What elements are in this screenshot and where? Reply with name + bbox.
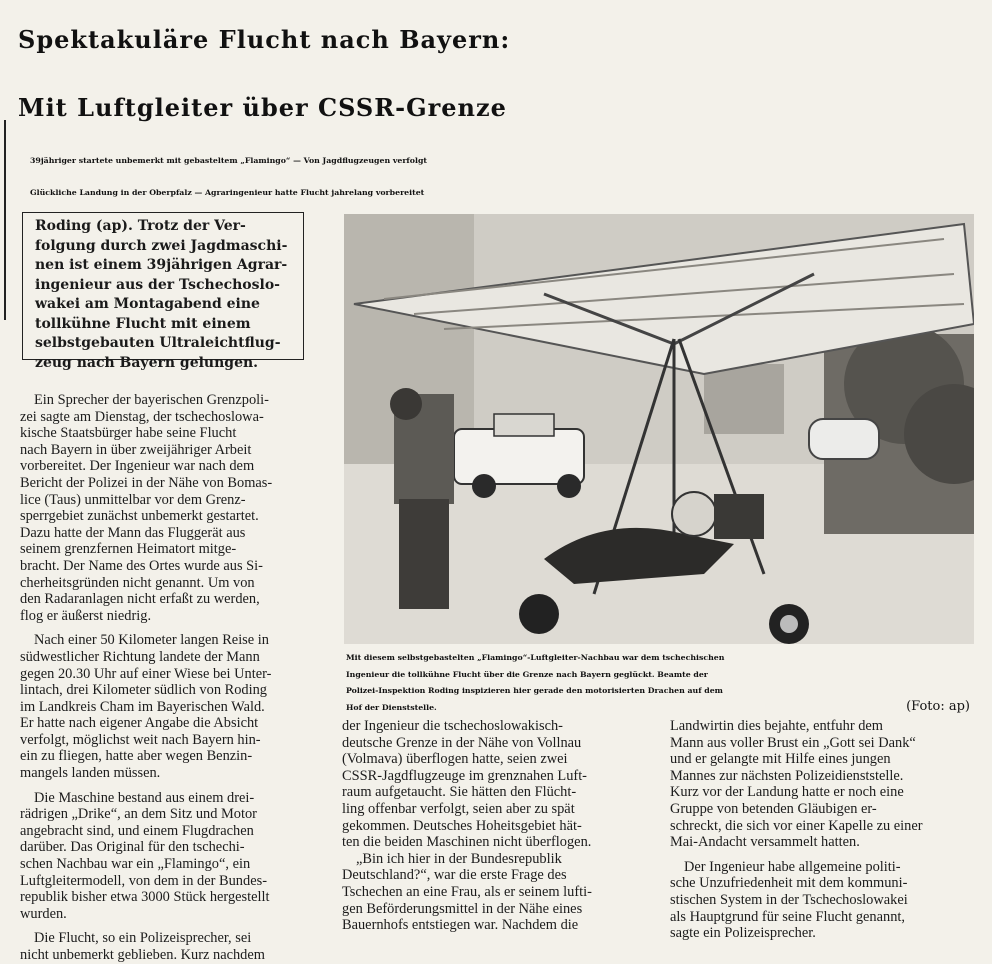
article-text-line: angebracht sind, und einem Flugdrachen xyxy=(20,822,254,839)
article-text-line: bracht. Der Name des Ortes wurde aus Si- xyxy=(20,557,263,574)
article-text-line: republik bisher etwa 3000 Stück hergestellt xyxy=(20,889,270,906)
subheadline-line-2: Glückliche Landung in der Oberpfalz — Agraringenieur hatte Flucht jahrelang vorbereitet xyxy=(30,188,425,197)
article-text-line: Kurz vor der Landung hatte er noch eine xyxy=(670,784,904,801)
article-text-line: rädrigen „Drike“, an dem Sitz und Motor xyxy=(20,806,257,823)
lead-line: Roding (ap). Trotz der Ver- xyxy=(35,218,246,234)
headline-line-2: Mit Luftgleiter über CSSR-Grenze xyxy=(18,93,507,122)
article-text-line: Mai-Andacht versammelt hatten. xyxy=(670,834,860,851)
article-text-line: CSSR-Jagdflugzeuge im grenznahen Luft- xyxy=(342,767,587,784)
article-text-line: sagte ein Polizeisprecher. xyxy=(670,925,816,942)
article-text-line: südwestlicher Richtung landete der Mann xyxy=(20,648,260,665)
article-text-line: Er hatte nach eigener Angabe die Absicht xyxy=(20,715,259,732)
article-text-line: Landwirtin dies bejahte, entfuhr dem xyxy=(670,718,883,734)
article-text-line: Mannes zur nächsten Polizeidienststelle. xyxy=(670,767,904,784)
article-text-line: schen Nachbau war ein „Flamingo“, ein xyxy=(20,856,251,873)
article-text-line: nicht unbemerkt geblieben. Kurz nachdem xyxy=(20,947,265,963)
lead-line: nen ist einem 39jährigen Agrar- xyxy=(35,257,288,273)
article-column-3 xyxy=(670,718,982,942)
article-text-line: Gruppe von betenden Gläubigen er- xyxy=(670,800,877,817)
paragraph-gap xyxy=(20,782,332,790)
article-text-line: kische Staatsbürger habe seine Flucht xyxy=(20,425,237,442)
article-text-line: verfolgt, möglichst weit nach Bayern hin- xyxy=(20,731,261,748)
article-column-1 xyxy=(20,392,332,964)
caption-line: Ingenieur die tollkühne Flucht über die Grenze nach Bayern geglückt. Beamte der xyxy=(346,669,708,679)
article-text-line: Bericht der Polizei in der Nähe von Bomas- xyxy=(20,474,273,491)
article-text-line: raum aufgetaucht. Sie hätten den Flücht- xyxy=(342,784,577,801)
article-text-line: Tschechen an eine Frau, als er seinem lufti- xyxy=(342,883,592,900)
article-text-line: mangels landen müssen. xyxy=(20,765,161,782)
lead-paragraph-box xyxy=(22,212,304,371)
news-photo-hang-glider xyxy=(344,214,974,644)
article-text-line: Bauernhofs entstiegen war. Nachdem die xyxy=(342,917,579,934)
lead-line: selbstgebauten Ultraleichtflug- xyxy=(35,335,281,351)
article-text-line: den Radaranlagen nicht erfaßt zu werden, xyxy=(20,591,260,608)
article-text-line: nach Bayern in über zweijähriger Arbeit xyxy=(20,441,252,458)
article-text-line: Deutschland?“, war die erste Frage des xyxy=(342,867,567,884)
photo-caption xyxy=(346,650,976,716)
article-text-line: darüber. Das Original für den tschechi- xyxy=(20,839,245,856)
article-text-line: Die Maschine bestand aus einem drei- xyxy=(34,789,255,806)
article-text-line: ten die beiden Maschinen nicht überflogen. xyxy=(342,834,592,851)
article-text-line: vorbereitet. Der Ingenieur war nach dem xyxy=(20,458,255,475)
lead-line: tollkühne Flucht mit einem xyxy=(35,315,251,332)
article-text-line: ein zu fliegen, hatte aber wegen Benzin- xyxy=(20,748,253,765)
paragraph-gap xyxy=(20,922,332,930)
article-text-line: Luftgleitermodell, von dem in der Bundes- xyxy=(20,872,267,889)
page-edge-rule xyxy=(4,120,6,320)
article-text-line: Ein Sprecher der bayerischen Grenzpoli- xyxy=(34,392,269,408)
article-text-line: Der Ingenieur habe allgemeine politi- xyxy=(684,858,901,875)
article-text-line: (Volmava) überflogen hatte, seien zwei xyxy=(342,751,568,768)
article-text-line: Mann aus voller Brust ein „Gott sei Dank“ xyxy=(670,734,916,751)
article-text-line: sche Unzufriedenheit mit dem kommuni- xyxy=(670,875,908,892)
article-text-line: und er gelangte mit Hilfe eines jungen xyxy=(670,751,891,768)
subheadline-line-1: 39jähriger startete unbemerkt mit gebasteltem „Flamingo“ — Von Jagdflugzeugen verfolgt xyxy=(30,156,428,165)
article-text-line: ling offenbar verfolgt, seien aber zu spät xyxy=(342,800,575,817)
lead-line: wakei am Montagabend eine xyxy=(35,296,260,312)
article-text-line: gekommen. Deutsches Hoheitsgebiet hät- xyxy=(342,817,582,834)
article-text-line: seinem grenzfernen Heimatort mitge- xyxy=(20,541,237,558)
article-text-line: Dazu hatte der Mann das Fluggerät aus xyxy=(20,524,246,541)
article-text-line: im Landkreis Cham im Bayerischen Wald. xyxy=(20,698,265,715)
article-text-line: schreckt, die sich vor einer Kapelle zu einer xyxy=(670,817,923,834)
article-text-line: flog er äußerst niedrig. xyxy=(20,607,152,624)
paragraph-gap xyxy=(670,851,982,859)
photo-illustration xyxy=(344,214,974,644)
article-text-line: deutsche Grenze in der Nähe von Vollnau xyxy=(342,734,582,751)
caption-line: Polizei-Inspektion Roding inspizieren hier gerade den motorisierten Drachen auf dem xyxy=(346,686,723,695)
article-text-line: wurden. xyxy=(20,905,67,922)
caption-line: Hof der Dienststelle. xyxy=(346,702,437,712)
caption-line: Mit diesem selbstgebastelten „Flamingo“-Luftgleiter-Nachbau war dem tschechischen xyxy=(346,653,725,662)
paragraph-gap xyxy=(20,624,332,632)
article-text-line: „Bin ich hier in der Bundesrepublik xyxy=(356,850,562,867)
photo-credit: (Foto: ap) xyxy=(906,699,970,714)
article-text-line: cherheitsgründen nicht genannt. Um von xyxy=(20,574,255,591)
article-text-line: stischen System in der Tschechoslowakei xyxy=(670,891,908,908)
article-text-line: lice (Taus) unmittelbar vor dem Grenz- xyxy=(20,491,246,508)
article-text-line: lintach, drei Kilometer südlich von Roding xyxy=(20,682,267,699)
article-text-line: zei sagte am Dienstag, der tschechoslowa- xyxy=(20,408,264,425)
article-column-2 xyxy=(342,718,654,934)
article-text-line: sperrgebiet zunächst unbemerkt gestartet. xyxy=(20,508,259,525)
lead-line: folgung durch zwei Jagdmaschi- xyxy=(35,237,288,254)
article-text-line: Die Flucht, so ein Polizeisprecher, sei xyxy=(34,930,252,947)
article-text-line: gegen 20.30 Uhr auf einer Wiese bei Unter- xyxy=(20,665,272,682)
article-text-line: gen Beförderungsmittel in der Nähe eines xyxy=(342,900,583,917)
lead-line: zeug nach Bayern gelungen. xyxy=(35,354,259,371)
lead-line: ingenieur aus der Tschechoslo- xyxy=(35,276,280,293)
article-text-line: als Hauptgrund für seine Flucht genannt, xyxy=(670,908,905,925)
article-text-line: der Ingenieur die tschechoslowakisch- xyxy=(342,718,563,734)
headline-line-1: Spektakuläre Flucht nach Bayern: xyxy=(18,25,511,54)
article-text-line: Nach einer 50 Kilometer langen Reise in xyxy=(34,632,269,649)
